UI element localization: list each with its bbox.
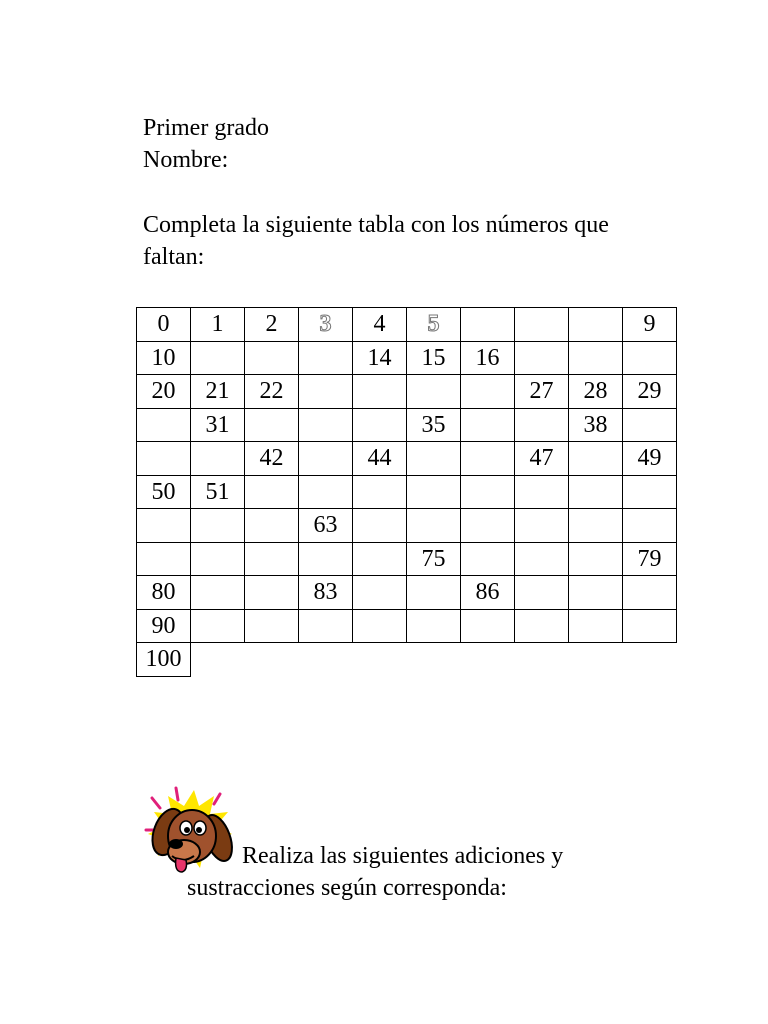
table-cell [569, 609, 623, 643]
table-cell: 15 [407, 341, 461, 375]
table-row [137, 341, 677, 375]
table-cell: 47 [515, 442, 569, 476]
table-cell [623, 475, 677, 509]
table-blank [515, 643, 569, 677]
table-cell: 44 [353, 442, 407, 476]
table-cell [191, 576, 245, 610]
table-cell [245, 475, 299, 509]
table-cell [299, 609, 353, 643]
dog-icon [142, 786, 238, 882]
table-cell [515, 341, 569, 375]
table-row [137, 308, 677, 342]
table-cell: 100 [137, 643, 191, 677]
table-cell [623, 509, 677, 543]
table-cell [569, 475, 623, 509]
table-cell [245, 576, 299, 610]
table-cell: 5 [407, 308, 461, 342]
table-cell [299, 475, 353, 509]
table-cell [245, 609, 299, 643]
table-cell: 14 [353, 341, 407, 375]
table-cell [353, 509, 407, 543]
table-blank [461, 643, 515, 677]
table-blank [191, 643, 245, 677]
table-cell: 49 [623, 442, 677, 476]
table-cell [407, 375, 461, 409]
table-row [137, 542, 677, 576]
table-cell: 80 [137, 576, 191, 610]
table-cell [623, 341, 677, 375]
table-cell [191, 542, 245, 576]
table-cell: 38 [569, 408, 623, 442]
table-blank [569, 643, 623, 677]
table-cell: 16 [461, 341, 515, 375]
name-label: Nombre: [143, 147, 229, 173]
table-cell [515, 576, 569, 610]
table-cell [299, 375, 353, 409]
table-cell [623, 408, 677, 442]
table-cell: 22 [245, 375, 299, 409]
table-cell [137, 408, 191, 442]
table-cell [461, 408, 515, 442]
table-cell [245, 341, 299, 375]
table-cell [515, 509, 569, 543]
table-cell: 79 [623, 542, 677, 576]
table-cell [623, 576, 677, 610]
table-cell: 9 [623, 308, 677, 342]
table-row [137, 643, 677, 677]
table-cell [623, 609, 677, 643]
table-cell [515, 609, 569, 643]
table-blank [407, 643, 461, 677]
table-cell: 0 [137, 308, 191, 342]
table-cell [353, 576, 407, 610]
table-blank [245, 643, 299, 677]
table-cell [407, 509, 461, 543]
table-cell: 50 [137, 475, 191, 509]
table-cell [353, 542, 407, 576]
table-cell [353, 475, 407, 509]
table-cell [569, 542, 623, 576]
table-cell [245, 509, 299, 543]
exercise-line-1: Realiza las siguientes adiciones y [242, 843, 564, 869]
table-cell: 4 [353, 308, 407, 342]
table-cell [407, 442, 461, 476]
table-cell [137, 509, 191, 543]
table-cell [461, 509, 515, 543]
table-cell [299, 442, 353, 476]
table-cell [191, 509, 245, 543]
table-cell [137, 542, 191, 576]
grade-label: Primer grado [143, 115, 269, 141]
table-row [137, 375, 677, 409]
table-cell [515, 475, 569, 509]
table-cell: 2 [245, 308, 299, 342]
table-cell [515, 308, 569, 342]
table-blank [353, 643, 407, 677]
table-cell: 35 [407, 408, 461, 442]
table-cell [569, 442, 623, 476]
table-cell [461, 609, 515, 643]
table-row [137, 576, 677, 610]
table-cell [245, 408, 299, 442]
table-cell: 1 [191, 308, 245, 342]
table-cell [245, 542, 299, 576]
table-cell [353, 408, 407, 442]
table-row [137, 442, 677, 476]
table-cell [191, 442, 245, 476]
table-row [137, 509, 677, 543]
table-cell [569, 341, 623, 375]
table-cell [461, 375, 515, 409]
table-cell [137, 442, 191, 476]
table-cell [407, 609, 461, 643]
table-cell [299, 341, 353, 375]
table-cell: 3 [299, 308, 353, 342]
exercise-line-2: sustracciones según corresponda: [187, 875, 507, 901]
table-cell: 83 [299, 576, 353, 610]
table-cell [461, 442, 515, 476]
table-blank [299, 643, 353, 677]
table-blank [623, 643, 677, 677]
table-cell: 90 [137, 609, 191, 643]
table-row [137, 475, 677, 509]
table-cell: 63 [299, 509, 353, 543]
table-cell: 75 [407, 542, 461, 576]
table-cell: 21 [191, 375, 245, 409]
table-cell: 20 [137, 375, 191, 409]
table-cell: 31 [191, 408, 245, 442]
table-cell [407, 576, 461, 610]
table-cell [515, 408, 569, 442]
number-table [136, 307, 677, 677]
table-cell [353, 375, 407, 409]
table-cell: 51 [191, 475, 245, 509]
table-cell [191, 341, 245, 375]
table-cell [353, 609, 407, 643]
table-cell: 42 [245, 442, 299, 476]
table-cell: 10 [137, 341, 191, 375]
table-cell [569, 509, 623, 543]
table-cell: 27 [515, 375, 569, 409]
table-cell: 86 [461, 576, 515, 610]
table-cell [299, 542, 353, 576]
instruction-line-2: faltan: [143, 244, 205, 270]
table-row [137, 609, 677, 643]
table-cell: 29 [623, 375, 677, 409]
table-cell [569, 308, 623, 342]
table-cell [461, 475, 515, 509]
table-cell: 28 [569, 375, 623, 409]
table-cell [299, 408, 353, 442]
instruction-line-1: Completa la siguiente tabla con los números que [143, 212, 609, 238]
table-cell [461, 542, 515, 576]
table-cell [407, 475, 461, 509]
table-cell [191, 609, 245, 643]
table-cell [461, 308, 515, 342]
table-row [137, 408, 677, 442]
table-cell [569, 576, 623, 610]
table-cell [515, 542, 569, 576]
